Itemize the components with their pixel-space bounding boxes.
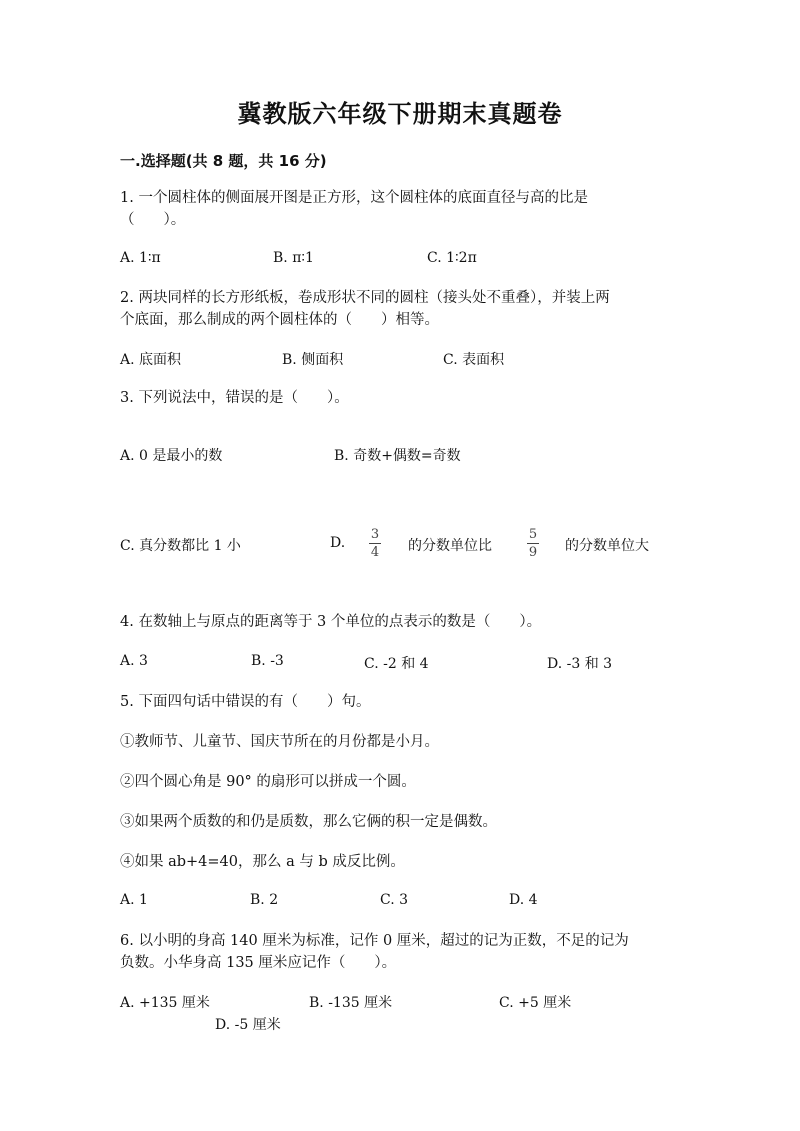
question-4-option-b: B. -3: [251, 653, 284, 669]
question-5-option-d: D. 4: [509, 892, 538, 908]
question-6-option-a: A. +135 厘米: [120, 995, 210, 1011]
fraction-numerator: 5: [528, 527, 538, 542]
question-2-line-1: 2. 两块同样的长方形纸板，卷成形状不同的圆柱（接头处不重叠），并装上两: [120, 290, 610, 306]
question-6-line-2: 负数。小华身高 135 厘米应记作（ ）。: [120, 955, 397, 971]
fraction-denominator: 9: [528, 545, 538, 560]
fraction-bar: [369, 543, 381, 544]
question-2-option-a: A. 底面积: [120, 352, 182, 368]
section-heading: 一.选择题(共 8 题，共 16 分): [120, 152, 327, 170]
question-1-option-c: C. 1∶2π: [427, 250, 477, 266]
question-1-option-a: A. 1∶π: [120, 250, 161, 266]
fraction-denominator: 4: [370, 545, 380, 560]
question-2-line-2: 个底面，那么制成的两个圆柱体的（ ）相等。: [120, 312, 439, 328]
question-1-line-2: （ ）。: [120, 212, 186, 228]
question-4-option-c: C. -2 和 4: [364, 656, 429, 672]
question-4-line-1: 4. 在数轴上与原点的距离等于 3 个单位的点表示的数是（ ）。: [120, 614, 542, 630]
question-1-option-b: B. π∶1: [273, 250, 314, 266]
question-3-option-b: B. 奇数+偶数=奇数: [334, 448, 461, 464]
question-5-option-c: C. 3: [380, 892, 409, 908]
fraction-five-ninths: [527, 527, 539, 560]
question-5-option-a: A. 1: [120, 892, 148, 908]
question-5-statement-1: ①教师节、儿童节、国庆节所在的月份都是小月。: [120, 734, 439, 750]
question-1-line-1: 1. 一个圆柱体的侧面展开图是正方形，这个圆柱体的底面直径与高的比是: [120, 190, 588, 206]
question-4-option-d: D. -3 和 3: [547, 656, 613, 672]
question-3-option-d: D.: [330, 535, 346, 551]
question-3-line-1: 3. 下列说法中，错误的是（ ）。: [120, 390, 349, 406]
question-2-option-b: B. 侧面积: [282, 352, 344, 368]
question-5-option-b: B. 2: [250, 892, 279, 908]
question-3-option-d-middle: 的分数单位比: [408, 538, 492, 554]
question-5-statement-3: ③如果两个质数的和仍是质数，那么它俩的积一定是偶数。: [120, 814, 497, 830]
question-6-option-c: C. +5 厘米: [499, 995, 572, 1011]
question-6-option-d: D. -5 厘米: [215, 1017, 281, 1033]
fraction-numerator: 3: [370, 527, 380, 542]
fraction-bar: [527, 543, 539, 544]
question-5-statement-2: ②四个圆心角是 90° 的扇形可以拼成一个圆。: [120, 774, 416, 790]
question-6-line-1: 6. 以小明的身高 140 厘米为标准，记作 0 厘米，超过的记为正数，不足的记为: [120, 933, 629, 949]
question-3-option-d-end: 的分数单位大: [565, 538, 649, 554]
question-3-option-c: C. 真分数都比 1 小: [120, 538, 241, 554]
page-title: 冀教版六年级下册期末真题卷: [237, 100, 563, 128]
question-2-option-c: C. 表面积: [443, 352, 505, 368]
question-4-option-a: A. 3: [120, 653, 148, 669]
fraction-three-quarters: [369, 527, 381, 560]
question-5-statement-4: ④如果 ab+4=40，那么 a 与 b 成反比例。: [120, 854, 405, 870]
question-6-option-b: B. -135 厘米: [309, 995, 393, 1011]
question-3-option-a: A. 0 是最小的数: [120, 448, 223, 464]
question-5-line-1: 5. 下面四句话中错误的有（ ）句。: [120, 694, 371, 710]
